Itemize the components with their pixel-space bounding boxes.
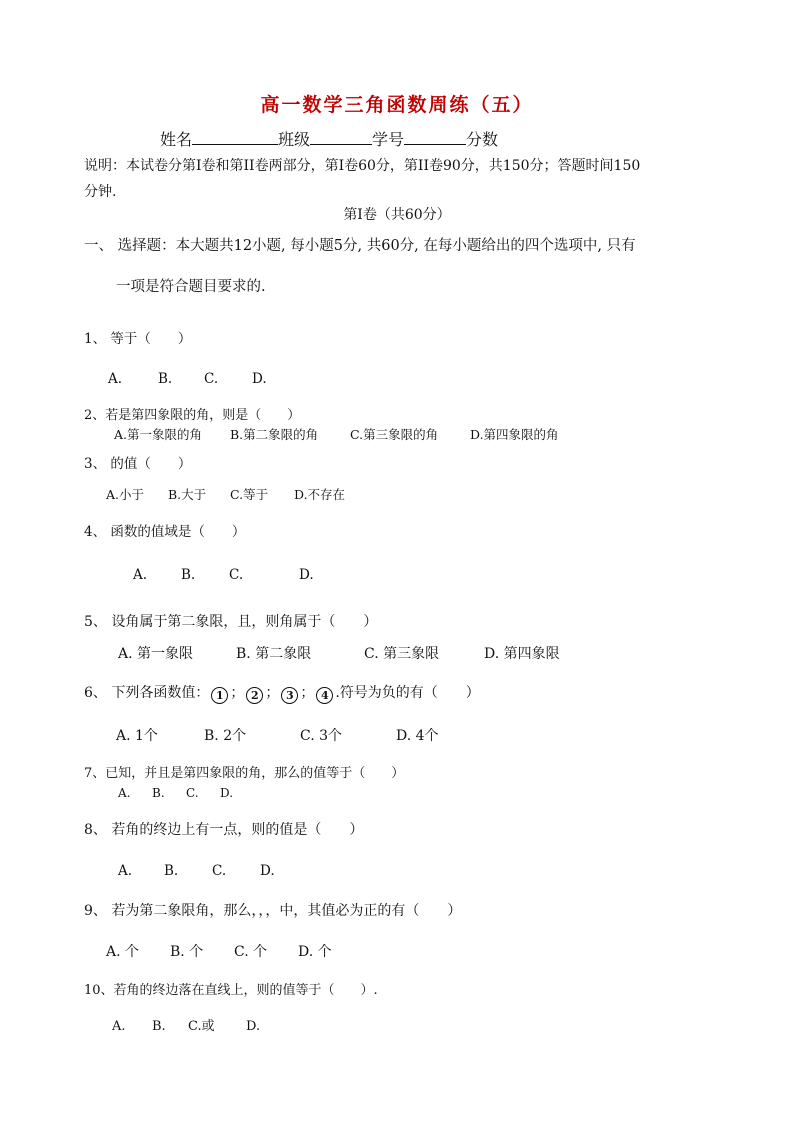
number-label: 学号 (372, 130, 405, 149)
question-6-prefix: 6、 下列各函数值： (84, 685, 210, 701)
question-1-options (108, 370, 267, 388)
option-c: C.第三象限的角 (350, 427, 439, 442)
option-b: B. (158, 371, 173, 387)
option-a: A. 1个 (116, 728, 158, 744)
option-a: A. 第一象限 (118, 646, 194, 662)
option-b: B. 第二象限 (236, 646, 312, 662)
option-a: A.小于 (106, 487, 145, 502)
question-10-options (112, 1018, 260, 1036)
student-info (160, 128, 498, 151)
option-c: C. (186, 786, 199, 800)
circled-number-2: 2 (246, 687, 263, 704)
option-b: B. (181, 567, 196, 583)
option-b: B.大于 (168, 487, 207, 502)
option-d: D. (246, 1019, 261, 1034)
question-3-stem: 3、 的值（ ） (84, 456, 192, 472)
part-one-line1: 一、 选择题：本大题共12小题, 每小题5分, 共60分, 在每小题给出的四个选项中, 只有 (84, 238, 636, 254)
question-3-options (106, 486, 345, 504)
question-8-stem: 8、 若角的终边上有一点，则的值是（ ） (84, 822, 364, 838)
question-8-options (118, 862, 275, 880)
question-5-options (118, 645, 560, 663)
part-one-line2: 一项是符合题目要求的. (116, 279, 266, 295)
option-c: C.等于 (230, 487, 269, 502)
option-c: C. (212, 863, 227, 879)
question-10-stem: 10、若角的终边落在直线上，则的值等于（ ）. (84, 983, 378, 998)
circled-number-3: 3 (281, 687, 298, 704)
option-c: C. (204, 371, 219, 387)
option-d: D. (260, 863, 275, 879)
question-2-stem: 2、若是第四象限的角，则是（ ） (84, 408, 301, 423)
score-label: 分数 (466, 130, 499, 149)
question-6-suffix: .符号为负的有（ ） (335, 685, 480, 701)
option-d: D.不存在 (294, 487, 346, 502)
name-blank (192, 128, 278, 145)
instructions-line2: 分钟. (84, 184, 117, 200)
question-7-stem: 7、已知，并且是第四象限的角，那么的值等于（ ） (84, 766, 405, 781)
question-4-stem: 4、 函数的值域是（ ） (84, 524, 246, 540)
option-c: C. 第三象限 (364, 646, 440, 662)
option-a: A. (112, 1019, 126, 1034)
question-2-options (114, 426, 559, 444)
option-a: A. (108, 371, 123, 387)
option-b: B. (164, 863, 179, 879)
option-c: C. (229, 567, 244, 583)
option-d: D. (299, 567, 314, 583)
option-a: A. (118, 863, 133, 879)
class-label: 班级 (278, 130, 311, 149)
option-d: D. (252, 371, 267, 387)
option-a: A. 个 (106, 944, 140, 960)
question-6-options (116, 727, 439, 745)
section-title: 第Ⅰ卷（共60分） (343, 207, 451, 223)
option-d: D. 第四象限 (484, 646, 560, 662)
question-1-stem: 1、 等于（ ） (84, 331, 192, 347)
option-b: B. (152, 786, 165, 800)
option-b: B. (152, 1019, 166, 1034)
option-b: B.第二象限的角 (230, 427, 319, 442)
name-label: 姓名 (160, 130, 193, 149)
option-a: A.第一象限的角 (114, 427, 203, 442)
option-b: B. 个 (170, 944, 204, 960)
option-d: D. 4个 (396, 728, 439, 744)
option-d: D.第四象限的角 (470, 427, 559, 442)
option-c: C.或 (188, 1019, 215, 1034)
circled-number-1: 1 (211, 687, 228, 704)
class-blank (310, 128, 372, 145)
instructions-line1: 说明：本试卷分第I卷和第II卷两部分，第I卷60分，第II卷90分，共150分；答题时间150 (84, 158, 641, 174)
option-a: A. (133, 567, 148, 583)
question-9-stem: 9、 若为第二象限角，那么，，，中，其值必为正的有（ ） (84, 903, 462, 919)
option-d: D. 个 (298, 944, 332, 960)
option-c: C. 3个 (300, 728, 343, 744)
question-6-stem: 6、 下列各函数值： 1 ； 2 ； 3 ； 4 .符号为负的有（ ） (84, 685, 480, 702)
question-4-options (133, 566, 314, 584)
question-9-options (106, 943, 332, 961)
option-b: B. 2个 (204, 728, 247, 744)
page-title: 高一数学三角函数周练（五） (260, 94, 534, 116)
option-d: D. (220, 786, 234, 800)
number-blank (404, 128, 466, 145)
circled-number-4: 4 (316, 687, 333, 704)
option-c: C. 个 (234, 944, 268, 960)
question-5-stem: 5、 设角属于第二象限，且，则角属于（ ） (84, 614, 378, 630)
option-a: A. (118, 786, 131, 800)
question-7-options (118, 784, 233, 802)
